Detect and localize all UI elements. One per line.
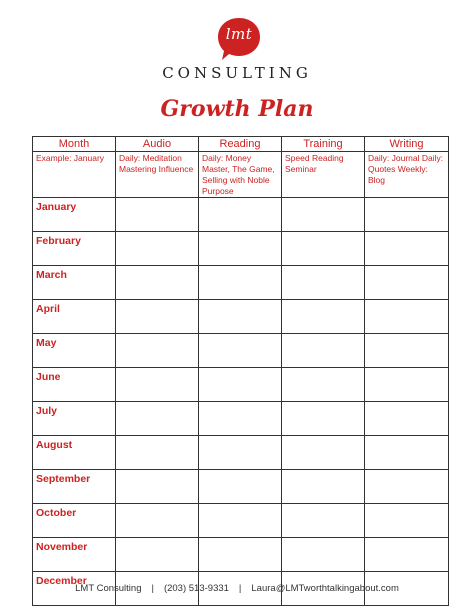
table-row — [33, 538, 449, 572]
table-row — [33, 504, 449, 538]
column-header-writing: Writing — [365, 137, 449, 152]
month-label: July — [33, 402, 116, 436]
training-cell[interactable] — [282, 334, 365, 368]
reading-cell[interactable] — [199, 334, 282, 368]
audio-cell[interactable] — [116, 504, 199, 538]
column-header-reading: Reading — [199, 137, 282, 152]
table-row — [33, 402, 449, 436]
training-cell[interactable] — [282, 504, 365, 538]
table-row — [33, 266, 449, 300]
training-cell[interactable] — [282, 198, 365, 232]
footer-separator: | — [151, 583, 154, 594]
writing-cell[interactable] — [365, 470, 449, 504]
table-row — [33, 368, 449, 402]
month-label: March — [33, 266, 116, 300]
writing-cell[interactable] — [365, 266, 449, 300]
footer-phone: (203) 513-9331 — [163, 583, 229, 594]
writing-cell[interactable] — [365, 436, 449, 470]
writing-cell[interactable] — [365, 334, 449, 368]
audio-cell[interactable] — [116, 334, 199, 368]
writing-cell[interactable] — [365, 538, 449, 572]
footer-email[interactable]: Laura@LMTworthtalkingabout.com — [251, 583, 399, 594]
column-header-training: Training — [282, 137, 365, 152]
table-row — [33, 436, 449, 470]
month-label: September — [33, 470, 116, 504]
month-label: October — [33, 504, 116, 538]
audio-cell[interactable] — [116, 538, 199, 572]
table-row — [33, 198, 449, 232]
column-header-audio: Audio — [116, 137, 199, 152]
table-row — [33, 300, 449, 334]
example-writing: Daily: Journal Daily: Quotes Weekly: Blog — [365, 152, 449, 198]
example-training: Speed Reading Seminar — [282, 152, 365, 198]
month-label: January — [33, 198, 116, 232]
writing-cell[interactable] — [365, 402, 449, 436]
audio-cell[interactable] — [116, 368, 199, 402]
audio-cell[interactable] — [116, 266, 199, 300]
table-header-row — [33, 137, 449, 152]
training-cell[interactable] — [282, 538, 365, 572]
example-audio: Daily: Meditation Mastering Influence — [116, 152, 199, 198]
writing-cell[interactable] — [365, 232, 449, 266]
reading-cell[interactable] — [199, 266, 282, 300]
audio-cell[interactable] — [116, 470, 199, 504]
audio-cell[interactable] — [116, 232, 199, 266]
reading-cell[interactable] — [199, 504, 282, 538]
month-label: May — [33, 334, 116, 368]
audio-cell[interactable] — [116, 436, 199, 470]
logo-text: lmt — [225, 25, 253, 43]
training-cell[interactable] — [282, 470, 365, 504]
reading-cell[interactable] — [199, 368, 282, 402]
reading-cell[interactable] — [199, 538, 282, 572]
training-cell[interactable] — [282, 436, 365, 470]
reading-cell[interactable] — [199, 436, 282, 470]
table-row — [33, 334, 449, 368]
reading-cell[interactable] — [199, 470, 282, 504]
example-row — [33, 152, 449, 198]
table-row — [33, 470, 449, 504]
lmt-logo — [216, 16, 266, 64]
training-cell[interactable] — [282, 402, 365, 436]
month-label: June — [33, 368, 116, 402]
table-row — [33, 232, 449, 266]
training-cell[interactable] — [282, 232, 365, 266]
growth-plan-table — [32, 136, 449, 606]
reading-cell[interactable] — [199, 198, 282, 232]
month-label: December — [33, 572, 116, 606]
writing-cell[interactable] — [365, 504, 449, 538]
training-cell[interactable] — [282, 368, 365, 402]
training-cell[interactable] — [282, 300, 365, 334]
writing-cell[interactable] — [365, 198, 449, 232]
company-name: CONSULTING — [162, 64, 312, 82]
column-header-month: Month — [33, 137, 116, 152]
month-label: November — [33, 538, 116, 572]
reading-cell[interactable] — [199, 300, 282, 334]
writing-cell[interactable] — [365, 300, 449, 334]
audio-cell[interactable] — [116, 198, 199, 232]
page-title: Growth Plan — [160, 96, 314, 122]
writing-cell[interactable] — [365, 368, 449, 402]
footer — [0, 583, 474, 594]
month-label: August — [33, 436, 116, 470]
training-cell[interactable] — [282, 266, 365, 300]
footer-separator: | — [238, 583, 242, 594]
audio-cell[interactable] — [116, 300, 199, 334]
example-month: Example: January — [33, 152, 116, 198]
example-reading: Daily: Money Master, The Game, Selling with Noble Purpose — [199, 152, 282, 198]
audio-cell[interactable] — [116, 402, 199, 436]
reading-cell[interactable] — [199, 232, 282, 266]
month-label: February — [33, 232, 116, 266]
month-label: April — [33, 300, 116, 334]
footer-company: LMT Consulting — [75, 583, 142, 594]
reading-cell[interactable] — [199, 402, 282, 436]
